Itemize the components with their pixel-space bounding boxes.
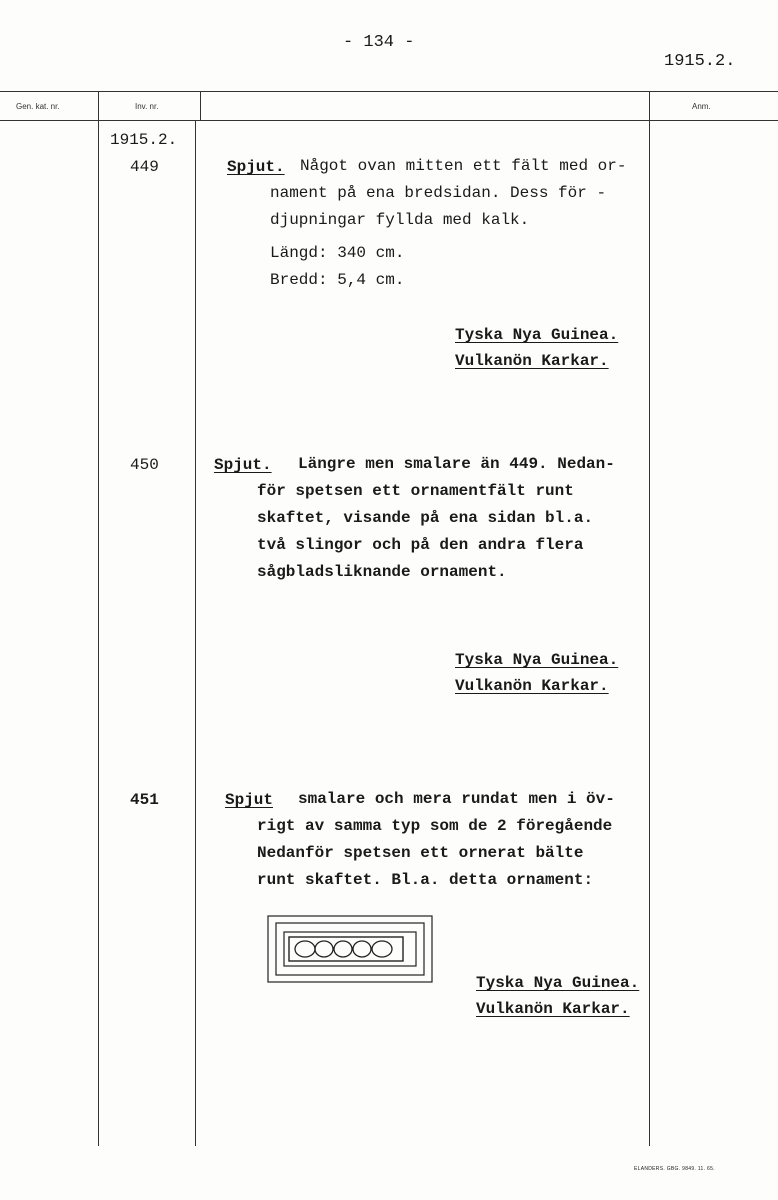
provenance-line: Tyska Nya Guinea.: [455, 651, 619, 669]
entry-description-line: nament på ena bredsidan. Dess för -: [270, 184, 607, 202]
inventory-number: 450: [130, 456, 159, 474]
column-divider-2-top: [200, 91, 201, 121]
provenance-line: Tyska Nya Guinea.: [455, 326, 619, 344]
entry-description-line: skaftet, visande på ena sidan bl.a.: [257, 509, 594, 527]
entry-description-line: rigt av samma typ som de 2 föregående: [257, 817, 613, 835]
year-header: 1915.2.: [664, 52, 736, 71]
inventory-number: 451: [130, 791, 159, 809]
column-header-gen-kat-nr: Gen. kat. nr.: [16, 102, 60, 111]
header-top-rule: [0, 91, 778, 92]
header-bottom-rule: [0, 120, 778, 121]
entry-title: Spjut: [225, 791, 274, 809]
provenance-line: Tyska Nya Guinea.: [476, 974, 640, 992]
column-header-anm: Anm.: [692, 102, 711, 111]
entry-description-line: djupningar fyllda med kalk.: [270, 211, 530, 229]
entry-title: Spjut.: [227, 158, 285, 176]
entry-title: Spjut.: [214, 456, 272, 474]
page-number: - 134 -: [343, 33, 415, 52]
ornament-sketch: [266, 914, 434, 984]
printer-imprint: ELANDERS. GBG. 9849. 11. 65.: [634, 1166, 715, 1172]
provenance-line: Vulkanön Karkar.: [476, 1000, 630, 1018]
column-header-inv-nr: Inv. nr.: [135, 102, 159, 111]
entry-description-line: för spetsen ett ornamentfält runt: [257, 482, 574, 500]
column-divider-3: [649, 91, 650, 1146]
entry-measure: Längd: 340 cm.: [270, 244, 405, 262]
inventory-number: 449: [130, 158, 159, 176]
entry-description-line: sågbladsliknande ornament.: [257, 563, 507, 581]
entry-description-line: Något ovan mitten ett fält med or-: [300, 157, 627, 175]
column-divider-2: [195, 121, 196, 1146]
entry-description-line: två slingor och på den andra flera: [257, 536, 584, 554]
provenance-line: Vulkanön Karkar.: [455, 677, 609, 695]
entry-measure: Bredd: 5,4 cm.: [270, 271, 405, 289]
acquisition-number: 1915.2.: [110, 131, 178, 149]
entry-description-line: smalare och mera rundat men i öv-: [298, 790, 615, 808]
entry-description-line: Nedanför spetsen ett ornerat bälte: [257, 844, 584, 862]
column-divider-1: [98, 91, 99, 1146]
entry-description-line: runt skaftet. Bl.a. detta ornament:: [257, 871, 594, 889]
entry-description-line: Längre men smalare än 449. Nedan-: [298, 455, 615, 473]
provenance-line: Vulkanön Karkar.: [455, 352, 609, 370]
